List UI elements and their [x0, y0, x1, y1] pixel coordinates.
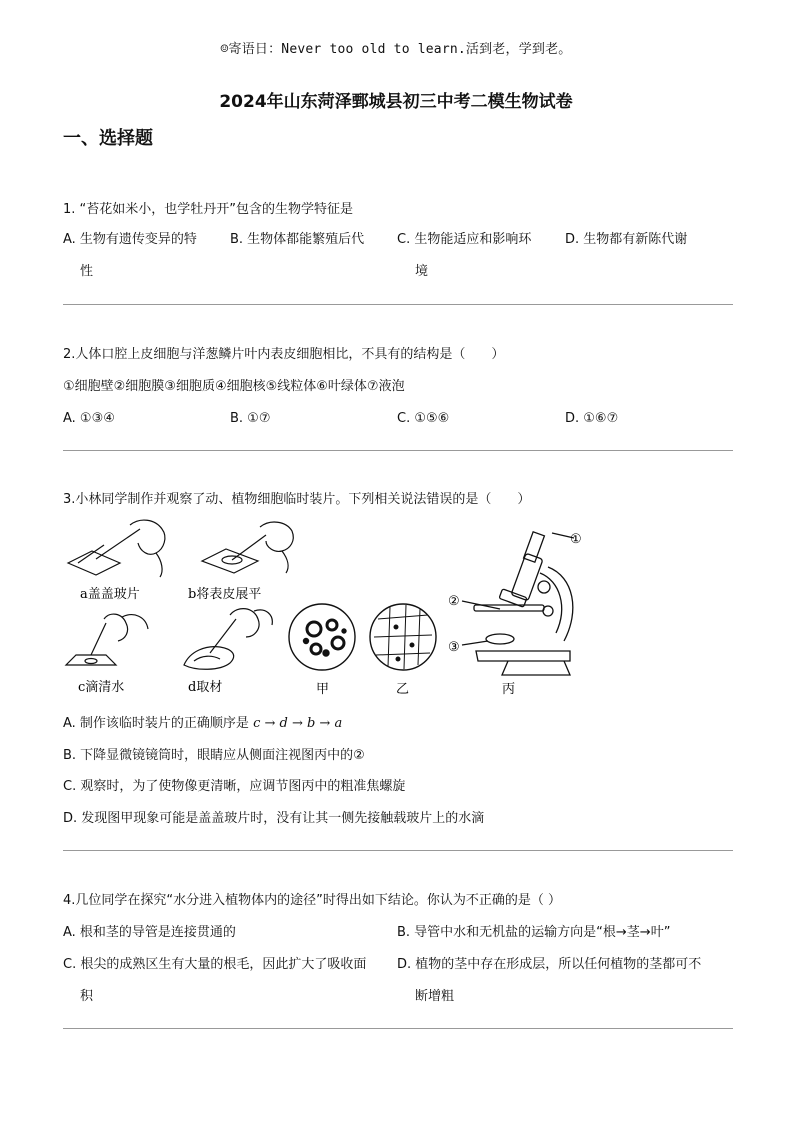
label-jia: 甲 [316, 682, 330, 697]
divider [63, 850, 733, 851]
q3-option-b[interactable]: B. 下降显微镜镜筒时，眼睛应从侧面注视图丙中的② [63, 748, 365, 763]
step-a-illustration [68, 520, 165, 577]
q2-option-c[interactable]: C. ①⑤⑥ [397, 411, 450, 426]
callout-3: ③ [448, 640, 460, 655]
q4-option-d[interactable]: D. 植物的茎中存在形成层，所以任何植物的茎都可不 [397, 957, 702, 972]
divider [63, 1028, 733, 1029]
callout-1: ① [570, 532, 582, 547]
q2-stem: 2.人体口腔上皮细胞与洋葱鳞片叶内表皮细胞相比，不具有的结构是（ ） [63, 347, 505, 362]
q1-option-c-cont: 境 [415, 264, 429, 279]
q1-option-a[interactable]: A. 生物有遗传变异的特 [63, 232, 197, 247]
q1-stem: 1. “苔花如米小，也学牡丹开”包含的生物学特征是 [63, 202, 354, 217]
step-c-illustration [66, 614, 148, 665]
q2-option-d[interactable]: D. ①⑥⑦ [565, 411, 619, 426]
view-jia-illustration [289, 604, 355, 670]
q4-stem: 4.几位同学在探究“水分进入植物体内的途径”时得出如下结论。你认为不正确的是（ ） [63, 893, 562, 908]
q3-option-c[interactable]: C. 观察时，为了使物像更清晰，应调节图丙中的粗准焦螺旋 [63, 779, 406, 794]
q4-option-b[interactable]: B. 导管中水和无机盐的运输方向是“根→茎→叶” [397, 925, 671, 940]
motto-header: ☺寄语日：Never too old to learn.活到老，学到老。 [220, 42, 572, 57]
label-step-c: c滴清水 [78, 680, 125, 695]
q4-option-a[interactable]: A. 根和茎的导管是连接贯通的 [63, 925, 236, 940]
q3-figure [60, 515, 600, 705]
q3-option-a-sequence: c → d → b → a [253, 716, 343, 731]
section-title: 一、选择题 [63, 128, 153, 149]
q3-option-a[interactable] [63, 708, 342, 740]
q2-structure-list: ①细胞壁②细胞膜③细胞质④细胞核⑤线粒体⑥叶绿体⑦液泡 [63, 379, 405, 394]
microscope-illustration [462, 532, 574, 675]
exam-title: 2024年山东菏泽鄄城县初三中考二模生物试卷 [219, 92, 573, 112]
label-step-d: d取材 [188, 680, 223, 695]
callout-2: ② [448, 594, 460, 609]
q3-stem: 3.小林同学制作并观察了动、植物细胞临时装片。下列相关说法错误的是（ ） [63, 492, 531, 507]
q1-option-b[interactable]: B. 生物体都能繁殖后代 [230, 232, 365, 247]
q1-option-d[interactable]: D. 生物都有新陈代谢 [565, 232, 688, 247]
view-yi-illustration [370, 604, 436, 670]
label-step-b: b将表皮展平 [188, 587, 262, 602]
q2-option-b[interactable]: B. ①⑦ [230, 411, 271, 426]
divider [63, 304, 733, 305]
step-d-illustration [184, 609, 272, 670]
q3-option-d[interactable]: D. 发现图甲现象可能是盖盖玻片时，没有让其一侧先接触载玻片上的水滴 [63, 811, 485, 826]
label-step-a: a盖盖玻片 [80, 587, 140, 602]
q4-option-c-cont: 积 [80, 989, 94, 1004]
divider [63, 450, 733, 451]
step-b-illustration [202, 522, 293, 573]
label-yi: 乙 [396, 682, 410, 697]
q1-option-a-cont: 性 [80, 264, 94, 279]
label-bing: 丙 [502, 682, 516, 697]
q3-option-a-text: A. 制作该临时装片的正确顺序是 [63, 716, 254, 731]
q1-option-c[interactable]: C. 生物能适应和影响环 [397, 232, 532, 247]
q2-option-a[interactable]: A. ①③④ [63, 411, 115, 426]
q4-option-c[interactable]: C. 根尖的成熟区生有大量的根毛，因此扩大了吸收面 [63, 957, 367, 972]
q4-option-d-cont: 断增粗 [415, 989, 455, 1004]
